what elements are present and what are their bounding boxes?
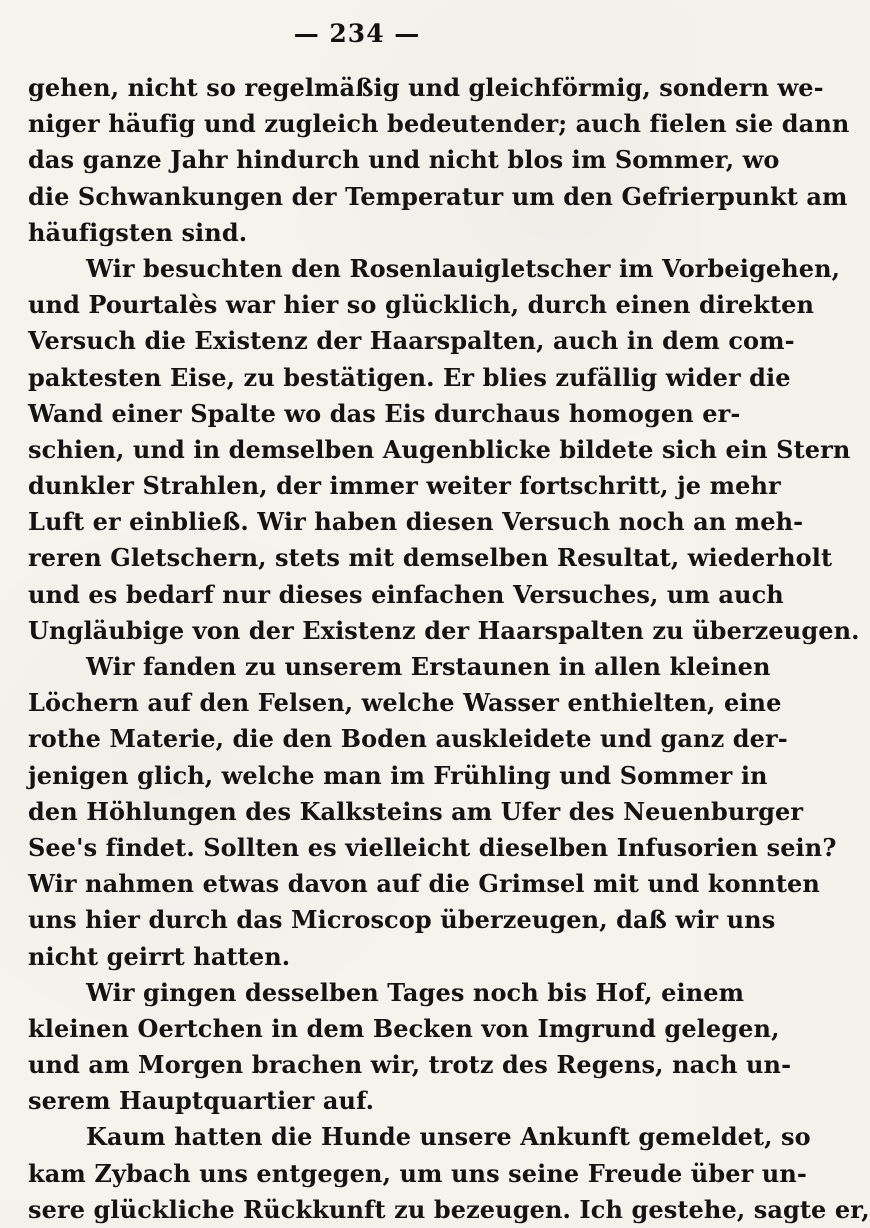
- text-line: paktesten Eise, zu bestätigen. Er blies zufällig wider die: [28, 362, 791, 392]
- text-line: den Höhlungen des Kalksteins am Ufer des Neuenburger: [28, 796, 804, 826]
- text-line: Luft er einbließ. Wir haben diesen Versuch noch an meh-: [28, 507, 804, 537]
- text-line: Ungläubige von der Existenz der Haarspalten zu überzeugen.: [28, 615, 860, 645]
- paragraph-start-line: Wir gingen desselben Tages noch bis Hof, einem: [86, 977, 745, 1007]
- text-line: jenigen glich, welche man im Frühling und Sommer in: [28, 760, 768, 790]
- text-line: das ganze Jahr hindurch und nicht blos im Sommer, wo: [28, 145, 780, 175]
- text-line: nicht geirrt hatten.: [28, 941, 291, 971]
- text-line: Wand einer Spalte wo das Eis durchaus homogen er-: [28, 398, 741, 428]
- paragraph-start-line: Kaum hatten die Hunde unsere Ankunft gemeldet, so: [86, 1122, 811, 1152]
- text-line: reren Gletschern, stets mit demselben Resultat, wiederholt: [28, 543, 833, 573]
- text-line: Versuch die Existenz der Haarspalten, auch in dem com-: [28, 326, 795, 356]
- text-line: schien, und in demselben Augenblicke bildete sich ein Stern: [28, 434, 851, 464]
- paragraph-start-line: Wir fanden zu unserem Erstaunen in allen kleinen: [86, 652, 771, 681]
- text-line: sere glückliche Rückkunft zu bezeugen. Ich gestehe, sagte er,: [28, 1194, 870, 1224]
- paragraph-start-line: Wir besuchten den Rosenlauigletscher im Vorbeigehen,: [86, 253, 841, 283]
- text-line: häufigsten sind.: [28, 217, 248, 247]
- text-line: und Pourtalès war hier so glücklich, durch einen direkten: [28, 290, 815, 320]
- text-line: uns hier durch das Microscop überzeugen, daß wir uns: [28, 905, 776, 935]
- text-line: kam Zybach uns entgegen, um uns seine Freude über un-: [28, 1158, 807, 1188]
- page-body-text: [28, 70, 870, 1228]
- text-line: See's findet. Sollten es vielleicht dieselben Infusorien sein?: [28, 832, 837, 862]
- text-line: kleinen Oertchen in dem Becken von Imgrund gelegen,: [28, 1013, 780, 1043]
- text-line: Löchern auf den Felsen, welche Wasser enthielten, eine: [28, 688, 782, 718]
- text-line: und es bedarf nur dieses einfachen Versuches, um auch: [28, 579, 784, 609]
- text-line: rothe Materie, die den Boden auskleidete und ganz der-: [28, 724, 788, 754]
- text-line: serem Hauptquartier auf.: [28, 1086, 375, 1116]
- text-line: gehen, nicht so regelmäßig und gleichförmig, sondern we-: [28, 73, 824, 102]
- text-line: und am Morgen brachen wir, trotz des Regens, nach un-: [28, 1050, 792, 1080]
- text-line: niger häufig und zugleich bedeutender; auch fielen sie dann: [28, 109, 850, 139]
- page-number-header: — 234 —: [293, 18, 421, 48]
- text-line: dunkler Strahlen, der immer weiter fortschritt, je mehr: [28, 471, 781, 501]
- text-line: Wir nahmen etwas davon auf die Grimsel mit und konnten: [28, 869, 820, 899]
- text-line: die Schwankungen der Temperatur um den Gefrierpunkt am: [28, 181, 848, 211]
